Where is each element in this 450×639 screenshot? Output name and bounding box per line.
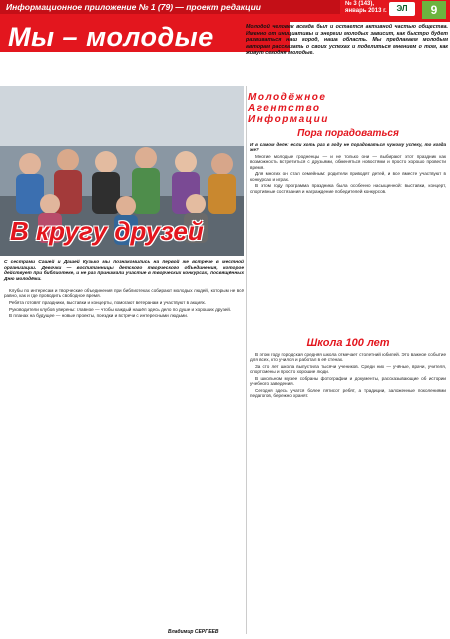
column-divider	[246, 86, 247, 634]
school-article	[250, 352, 446, 634]
issue-info	[345, 1, 387, 14]
agency-line-2: Агентство	[248, 103, 321, 114]
school-paragraph: За сто лет школа выпустила тысячи учеников. Среди них — учёные, врачи, учителя, спортсмены и просто хорошие люди.	[250, 364, 446, 375]
school-paragraph: В школьном музее собраны фотографии и документы, рассказывающие об истории учебного заведения.	[250, 376, 446, 387]
masthead-title: Мы – молодые	[8, 22, 214, 52]
pora-paragraph: Для многих он стал семейным: родители приводят детей, и все вместе участвуют в конкурсах и играх.	[250, 171, 446, 182]
supplement-title: Информационное приложение № 1 (79) — проект редакции	[6, 2, 261, 12]
issue-date: январь 2013 г.	[345, 7, 387, 14]
issue-number: № 3 (143),	[345, 1, 375, 7]
article-paragraph: Ребята готовят праздники, выставки и концерты, помогают ветеранам и участвуют в акциях.	[9, 300, 207, 305]
newspaper-logo: ЭЛ	[389, 2, 415, 16]
author-signature: Владимир СЕРГЕЕВ	[168, 629, 219, 635]
header-strip	[0, 0, 450, 22]
main-article-body	[4, 288, 244, 626]
article-paragraph: В планах на будущее — новые проекты, поездки и встречи с интересными людьми.	[9, 313, 189, 319]
agency-logo	[248, 92, 448, 125]
agency-line-3: Информации	[248, 114, 329, 125]
article-paragraph: Руководители клубов уверены: главное — чтобы каждый нашёл здесь дело по душе и хороших друзей.	[9, 306, 232, 312]
school-paragraph: В этом году городская средняя школа отмечает столетний юбилей. Это важное событие для всех, кто учился и работал в её стенах.	[250, 352, 446, 363]
pora-lead: И в самом деле: если хоть раз в году не порадоваться чужому успеху, то когда же?	[250, 142, 446, 153]
lead-box: Молодой человек всегда был и остается активной частью общества. Именно от инициативы и энергии молодых зависит, как быстро будет развиваться наш город, наша область. Мы предлагаем молодым авторам рассказать о своих успехах и поделиться мнением о том, как живут сегодня молодые.	[246, 24, 448, 57]
pora-article	[250, 142, 446, 334]
photo-caption: С сестрами Сашей и Дашей Кузько мы познакомились на первой же встрече в местной организации. Девочки — воспитанницы детского творческого объединения, которое действует при библиотеке, и не раз принимали участие в творческих конкурсах, посвящённых Дню молодёжи.	[4, 260, 244, 282]
pora-paragraph: Многие молодые гродненцы — и не только они — выбирают этот праздник как возможность встретиться с друзьями, обменяться новостями и просто хорошо провести время.	[250, 154, 446, 170]
page-number: 9	[422, 1, 446, 19]
photo-headline: В кругу друзей	[10, 216, 204, 246]
section-heading-school: Школа 100 лет	[306, 337, 390, 349]
agency-line-1: Молодёжное	[248, 92, 327, 103]
school-paragraph: Сегодня здесь учатся более пятисот ребят, а традиции, заложенные поколениями педагогов, бережно хранят.	[250, 388, 446, 399]
pora-paragraph: В этом году программа праздника была особенно насыщенной: выставки, концерт, спортивные состязания и награждение победителей конкурсов.	[250, 183, 446, 194]
section-heading-pora: Пора порадоваться	[297, 128, 399, 139]
article-paragraph: Клубы по интересам и творческие объединения при библиотеках собирают молодых людей, которым не всё равно, как и где проводить свободное время.	[4, 288, 244, 299]
